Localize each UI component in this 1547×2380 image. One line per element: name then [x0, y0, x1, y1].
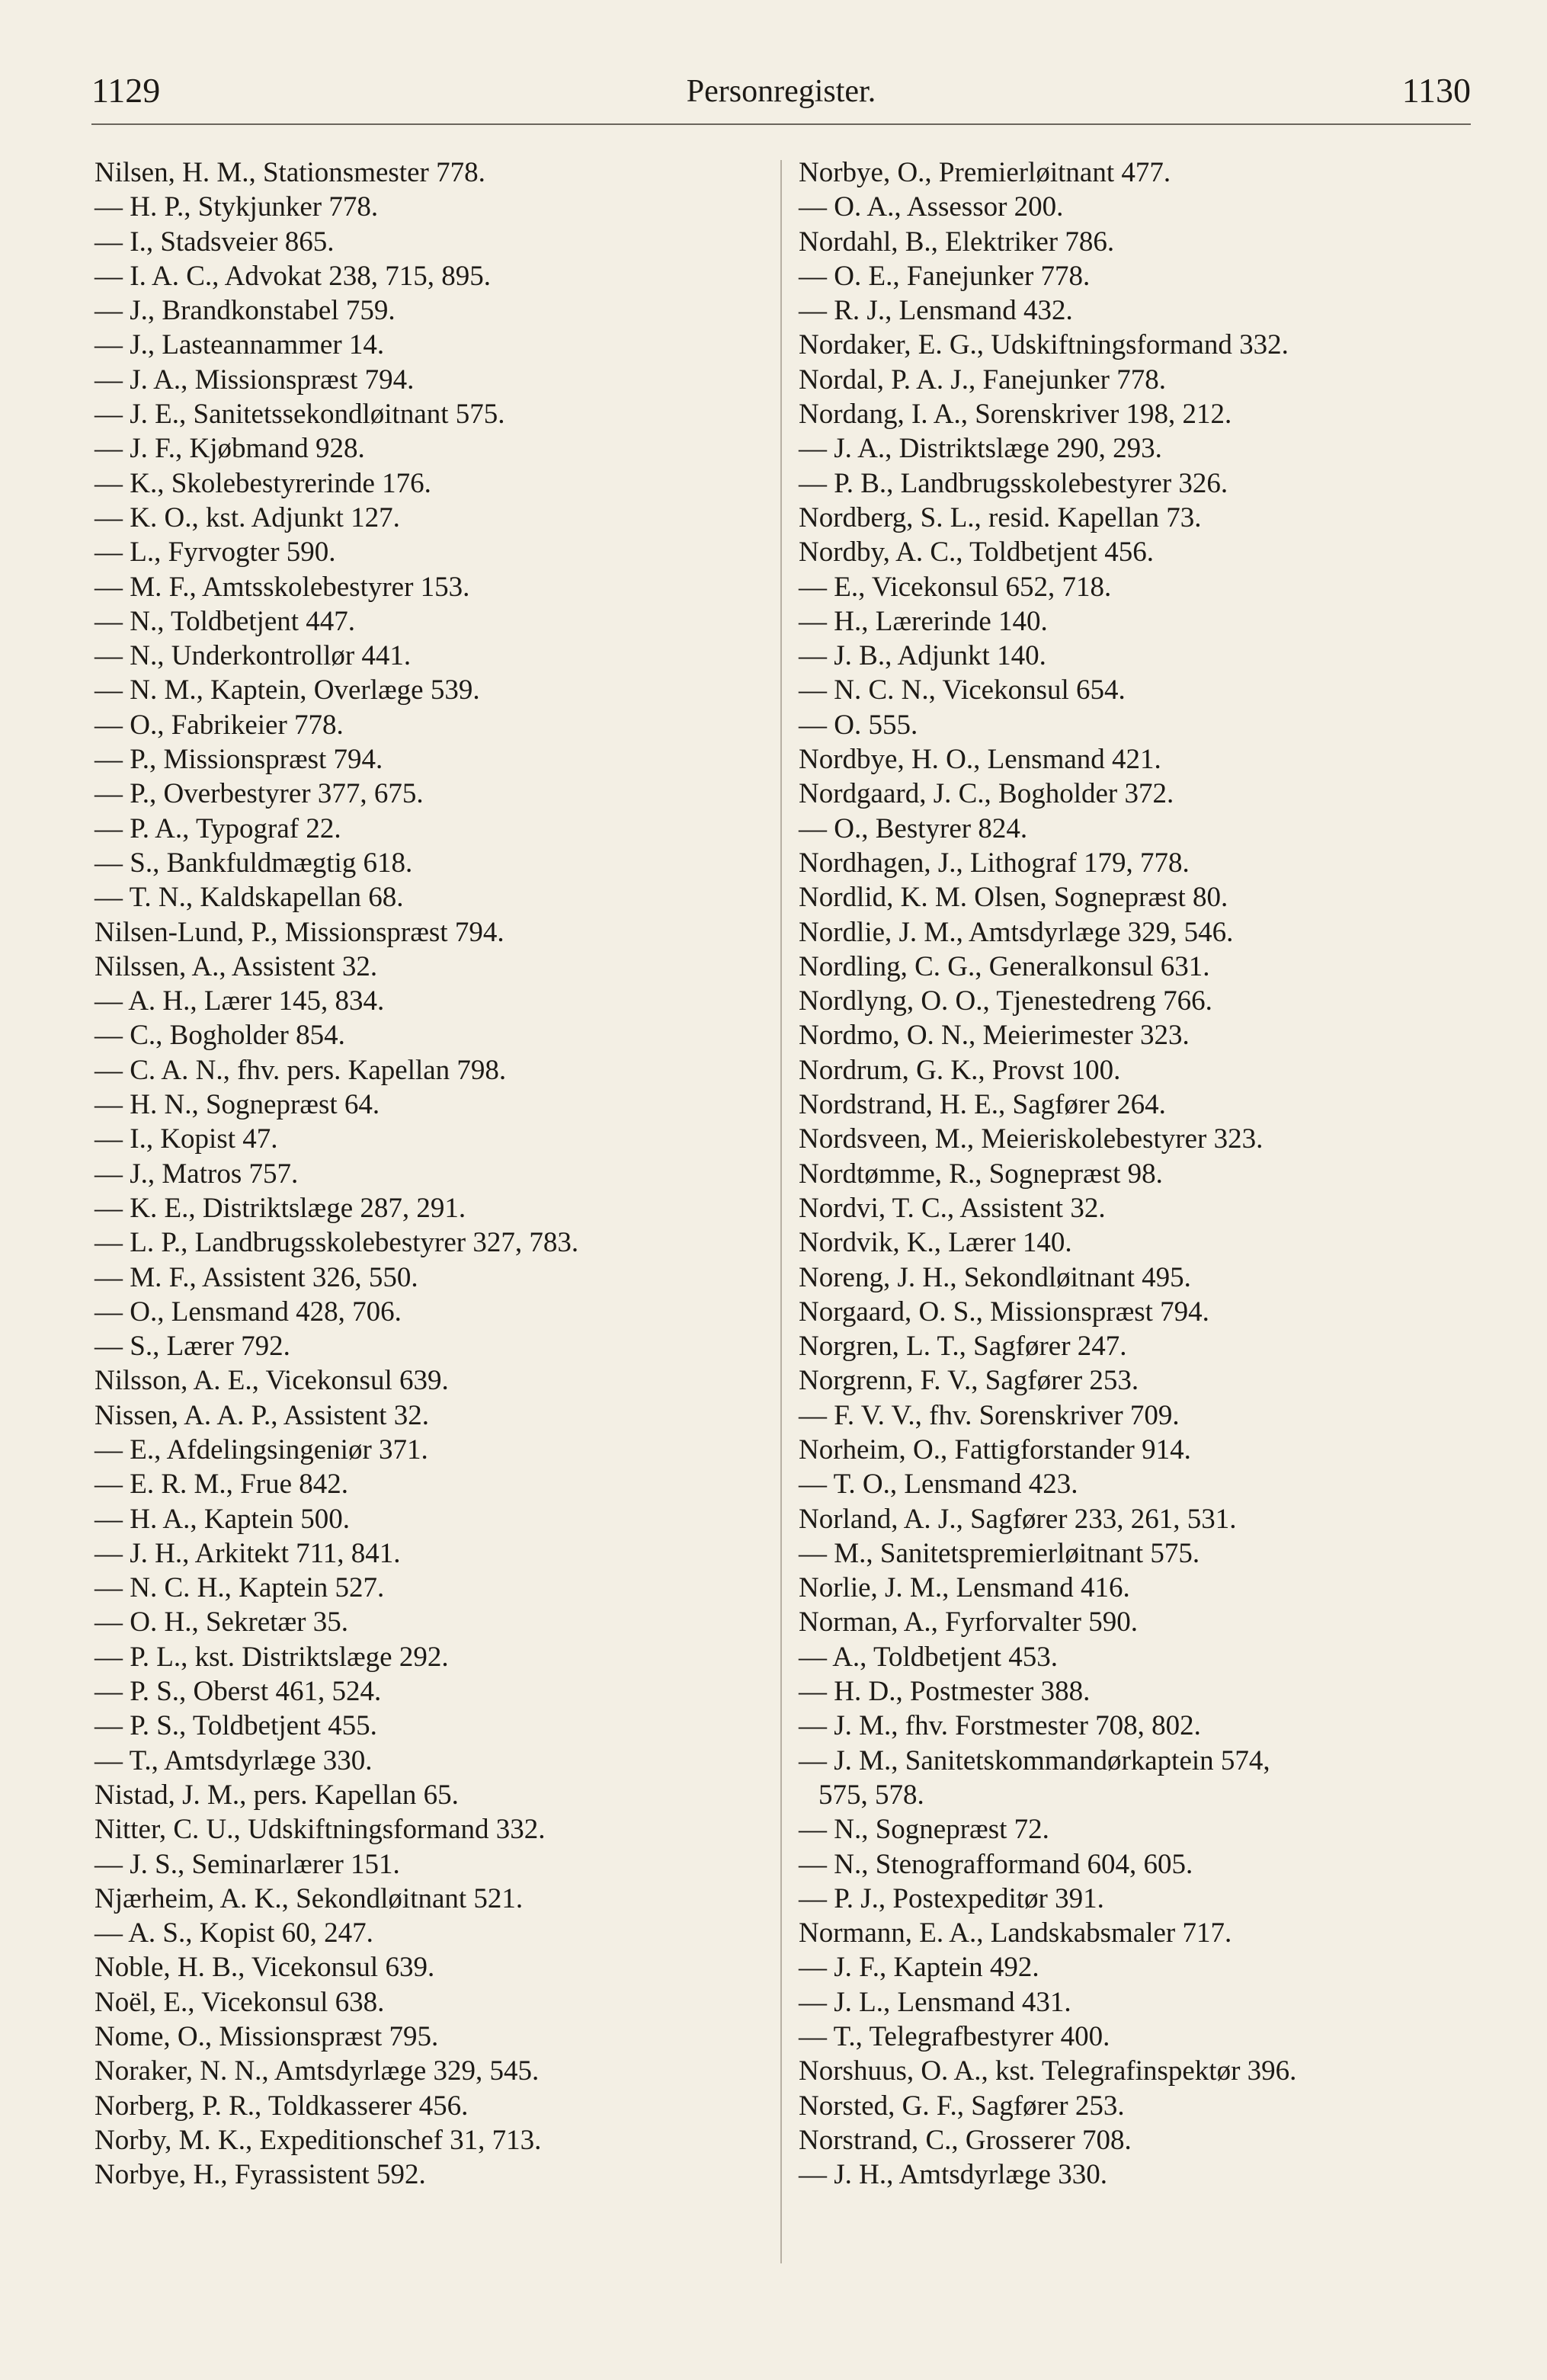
register-entry: — H., Lærerinde 140.: [799, 605, 1048, 637]
register-entry: — H. D., Postmester 388.: [799, 1676, 1091, 1708]
register-entry: Nordvi, T. C., Assistent 32.: [799, 1192, 1106, 1224]
register-entry: — H. N., Sognepræst 64.: [94, 1089, 380, 1121]
register-entry: — P. S., Toldbetjent 455.: [94, 1710, 377, 1742]
register-entry: Norman, A., Fyrforvalter 590.: [799, 1606, 1138, 1638]
register-entry: — E. R. M., Frue 842.: [94, 1469, 348, 1501]
register-entry: — K. E., Distriktslæge 287, 291.: [94, 1192, 466, 1224]
register-entry: Norland, A. J., Sagfører 233, 261, 531.: [799, 1503, 1237, 1535]
register-entry: — J. H., Arkitekt 711, 841.: [94, 1537, 401, 1569]
register-entry: — P., Overbestyrer 377, 675.: [94, 778, 424, 810]
register-entry: Nordby, A. C., Toldbetjent 456.: [799, 537, 1155, 569]
register-entry: Norby, M. K., Expeditionschef 31, 713.: [94, 2124, 542, 2156]
register-entry: — L., Fyrvogter 590.: [94, 537, 336, 569]
register-entry: — N. C. N., Vicekonsul 654.: [799, 674, 1126, 706]
register-entry: — P. L., kst. Distriktslæge 292.: [94, 1641, 449, 1673]
register-entry: Norgren, L. T., Sagfører 247.: [799, 1331, 1127, 1363]
page-number-right: 1130: [1401, 71, 1471, 110]
register-entry: — J., Lasteannammer 14.: [94, 329, 385, 361]
register-entry: — I. A. C., Advokat 238, 715, 895.: [94, 260, 492, 292]
register-entry: — O., Bestyrer 824.: [799, 812, 1028, 844]
register-entry: — I., Stadsveier 865.: [94, 226, 335, 258]
register-entry: Nistad, J. M., pers. Kapellan 65.: [94, 1779, 459, 1811]
register-entry: — H. A., Kaptein 500.: [94, 1503, 351, 1535]
register-entry: — T. N., Kaldskapellan 68.: [94, 882, 404, 914]
register-entry: Norbye, O., Premierløitnant 477.: [799, 157, 1171, 188]
register-entry: — P. A., Typograf 22.: [94, 812, 341, 844]
register-entry: Noraker, N. N., Amtsdyrlæge 329, 545.: [94, 2055, 540, 2087]
register-entry: — C., Bogholder 854.: [94, 1020, 345, 1052]
register-entry: — M., Sanitetspremierløitnant 575.: [799, 1537, 1200, 1569]
register-entry: Nordberg, S. L., resid. Kapellan 73.: [799, 501, 1202, 533]
register-entry: — F. V. V., fhv. Sorenskriver 709.: [799, 1399, 1180, 1431]
register-entry: — N. M., Kaptein, Overlæge 539.: [94, 674, 480, 706]
register-entry: — N., Sognepræst 72.: [799, 1814, 1049, 1846]
register-entry: Norgrenn, F. V., Sagfører 253.: [799, 1365, 1139, 1397]
register-entry: — O., Lensmand 428, 706.: [94, 1296, 402, 1328]
register-entry: Nordlid, K. M. Olsen, Sognepræst 80.: [799, 882, 1228, 914]
register-entry: — P. J., Postexpeditør 391.: [799, 1882, 1104, 1914]
register-entry: Nordgaard, J. C., Bogholder 372.: [799, 778, 1174, 810]
register-entry: Nitter, C. U., Udskiftningsformand 332.: [94, 1814, 546, 1846]
register-entry: — M. F., Assistent 326, 550.: [94, 1261, 418, 1293]
register-entry: — J. E., Sanitetssekondløitnant 575.: [94, 399, 505, 431]
register-entry: Nome, O., Missionspræst 795.: [94, 2021, 439, 2053]
page-number-left: 1129: [91, 71, 161, 110]
register-entry: Nissen, A. A. P., Assistent 32.: [94, 1399, 429, 1431]
register-entry: Nordal, P. A. J., Fanejunker 778.: [799, 364, 1166, 396]
register-entry: Nordlyng, O. O., Tjenestedreng 766.: [799, 985, 1212, 1017]
register-entry: — O. H., Sekretær 35.: [94, 1606, 348, 1638]
register-entry: — M. F., Amtsskolebestyrer 153.: [94, 571, 470, 603]
register-entry: — J. B., Adjunkt 140.: [799, 640, 1046, 672]
register-entry: — J. L., Lensmand 431.: [799, 1986, 1071, 2018]
register-entry: — T., Amtsdyrlæge 330.: [94, 1744, 373, 1776]
column-divider: [780, 160, 782, 2263]
register-entry: Nordbye, H. O., Lensmand 421.: [799, 744, 1161, 776]
register-entry: — S., Lærer 792.: [94, 1331, 290, 1363]
register-entry: Noble, H. B., Vicekonsul 639.: [94, 1952, 435, 1984]
register-entry: Nordstrand, H. E., Sagfører 264.: [799, 1089, 1166, 1121]
register-entry: — S., Bankfuldmægtig 618.: [94, 847, 413, 879]
register-entry: — T., Telegrafbestyrer 400.: [799, 2021, 1110, 2053]
register-entry: — J., Brandkonstabel 759.: [94, 295, 396, 327]
register-entry: Nordmo, O. N., Meierimester 323.: [799, 1020, 1190, 1052]
register-entry: — N., Underkontrollør 441.: [94, 640, 412, 672]
register-entry: Norstrand, C., Grosserer 708.: [799, 2124, 1132, 2156]
register-entry: — E., Afdelingsingeniør 371.: [94, 1433, 428, 1465]
register-entry: Normann, E. A., Landskabsmaler 717.: [799, 1917, 1232, 1949]
register-entry: Nordvik, K., Lærer 140.: [799, 1227, 1072, 1259]
register-entry: — C. A. N., fhv. pers. Kapellan 798.: [94, 1054, 507, 1086]
register-entry: Nordhagen, J., Lithograf 179, 778.: [799, 847, 1190, 879]
register-entry: — J. A., Distriktslæge 290, 293.: [799, 433, 1162, 465]
register-entry: Norgaard, O. S., Missionspræst 794.: [799, 1296, 1209, 1328]
register-entry: — N., Toldbetjent 447.: [94, 605, 356, 637]
register-entry: — J. S., Seminarlærer 151.: [94, 1848, 400, 1880]
register-entry: — A. H., Lærer 145, 834.: [94, 985, 385, 1017]
register-entry: — N. C. H., Kaptein 527.: [94, 1572, 385, 1604]
register-entry: — K., Skolebestyrerinde 176.: [94, 467, 431, 499]
register-entry: — L. P., Landbrugsskolebestyrer 327, 783.: [94, 1227, 579, 1259]
register-entry: — E., Vicekonsul 652, 718.: [799, 571, 1112, 603]
register-entry: Nilsson, A. E., Vicekonsul 639.: [94, 1365, 449, 1397]
register-entry: — H. P., Stykjunker 778.: [94, 191, 379, 223]
register-entry: Nordling, C. G., Generalkonsul 631.: [799, 950, 1210, 982]
right-column: [799, 155, 1485, 2193]
register-entry: Nordtømme, R., Sognepræst 98.: [799, 1158, 1163, 1190]
register-entry: — J., Matros 757.: [94, 1158, 299, 1190]
register-entry: — N., Stenografformand 604, 605.: [799, 1848, 1193, 1880]
register-entry: Nordahl, B., Elektriker 786.: [799, 226, 1115, 258]
register-entry: Nilsen, H. M., Stationsmester 778.: [94, 157, 485, 188]
register-entry: Nordang, I. A., Sorenskriver 198, 212.: [799, 399, 1232, 431]
register-entry: Nordsveen, M., Meieriskolebestyrer 323.: [799, 1123, 1264, 1155]
register-entry: Nordrum, G. K., Provst 100.: [799, 1054, 1121, 1086]
register-entry: — O. 555.: [799, 709, 918, 741]
register-entry: — P., Missionspræst 794.: [94, 744, 383, 776]
register-entry: — J. F., Kjøbmand 928.: [94, 433, 365, 465]
register-entry: — J. M., Sanitetskommandørkaptein 574,: [799, 1744, 1270, 1776]
register-entry: — I., Kopist 47.: [94, 1123, 278, 1155]
page-header: [91, 70, 1471, 123]
register-entry: Norbye, H., Fyrassistent 592.: [94, 2159, 426, 2191]
register-entry: — J. A., Missionspræst 794.: [94, 364, 415, 396]
register-entry: — T. O., Lensmand 423.: [799, 1469, 1078, 1501]
register-entry: Norshuus, O. A., kst. Telegrafinspektør 396.: [799, 2055, 1297, 2087]
register-entry: — K. O., kst. Adjunkt 127.: [94, 501, 400, 533]
register-entry: 575, 578.: [818, 1779, 924, 1811]
register-entry: — P. S., Oberst 461, 524.: [94, 1676, 382, 1708]
register-entry: Norberg, P. R., Toldkasserer 456.: [94, 2090, 469, 2122]
register-entry: Nordaker, E. G., Udskiftningsformand 332.: [799, 329, 1289, 361]
header-rule: [91, 123, 1471, 125]
register-entry: Norheim, O., Fattigforstander 914.: [799, 1433, 1191, 1465]
register-entry: — O., Fabrikeier 778.: [94, 709, 344, 741]
register-entry: — A. S., Kopist 60, 247.: [94, 1917, 373, 1949]
register-entry: Noël, E., Vicekonsul 638.: [94, 1986, 385, 2018]
register-entry: — J. M., fhv. Forstmester 708, 802.: [799, 1710, 1201, 1742]
register-entry: Norlie, J. M., Lensmand 416.: [799, 1572, 1130, 1604]
register-entry: Norsted, G. F., Sagfører 253.: [799, 2090, 1125, 2122]
register-entry: Nilsen-Lund, P., Missionspræst 794.: [94, 916, 504, 948]
register-entry: Noreng, J. H., Sekondløitnant 495.: [799, 1261, 1191, 1293]
register-entry: — J. F., Kaptein 492.: [799, 1952, 1039, 1984]
register-entry: — A., Toldbetjent 453.: [799, 1641, 1058, 1673]
register-entry: Nilssen, A., Assistent 32.: [94, 950, 378, 982]
running-title: Personregister.: [686, 74, 876, 109]
left-column: [94, 155, 784, 2193]
register-entry: — R. J., Lensmand 432.: [799, 295, 1073, 327]
register-entry: — O. E., Fanejunker 778.: [799, 260, 1091, 292]
register-entry: Nordlie, J. M., Amtsdyrlæge 329, 546.: [799, 916, 1234, 948]
register-entry: — J. H., Amtsdyrlæge 330.: [799, 2159, 1107, 2191]
register-entry: Njærheim, A. K., Sekondløitnant 521.: [94, 1882, 524, 1914]
register-entry: — P. B., Landbrugsskolebestyrer 326.: [799, 467, 1228, 499]
register-entry: — O. A., Assessor 200.: [799, 191, 1064, 223]
